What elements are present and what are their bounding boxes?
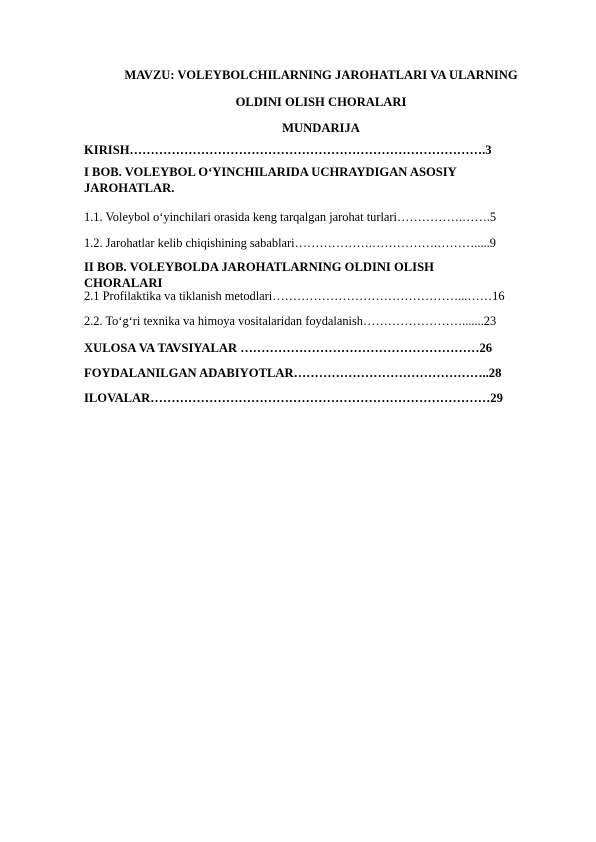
document-title-line-2: OLDINI OLISH CHORALARI xyxy=(235,95,407,109)
toc-chapter-1-line-2: JAROHATLAR. xyxy=(84,181,175,195)
toc-entry-2-2: 2.2. To‘g‘ri texnika va himoya vositalaridan foydalanish…………………….......23 xyxy=(84,314,497,328)
toc-entry-xulosa: XULOSA VA TAVSIYALAR …………………………………………………26 xyxy=(84,341,493,355)
toc-chapter-2 xyxy=(84,259,544,291)
toc-entry-2-1: 2.1 Profilaktika va tiklanish metodlari………………………………………...……16 xyxy=(84,289,505,303)
toc-entry-1-1: 1.1. Voleybol o‘yinchilari orasida keng tarqalgan jarohat turlari…………….…….5 xyxy=(84,210,497,224)
toc-chapter-1-line-1: I BOB. VOLEYBOL O‘YINCHILARIDA UCHRAYDIGAN ASOSIY xyxy=(84,165,457,179)
toc-entry-kirish: KIRISH………………………………………………………………………….3 xyxy=(84,143,492,157)
toc-chapter-1 xyxy=(84,164,544,196)
toc-entry-1-2: 1.2. Jarohatlar kelib chiqishining sabablari……………….…………….……….....9 xyxy=(84,236,496,250)
toc-chapter-2-line-1: II BOB. VOLEYBOLDA JAROHATLARNING OLDINI OLISH xyxy=(84,260,434,274)
toc-entry-foydalanilgan-adabiyotlar: FOYDALANILGAN ADABIYOTLAR………………………………………..28 xyxy=(84,366,502,380)
document-title-line-1: MAVZU: VOLEYBOLCHILARNING JAROHATLARI VA ULARNING xyxy=(124,68,518,82)
toc-chapter-2-line-2: CHORALARI xyxy=(84,276,163,290)
toc-entry-ilovalar: ILOVALAR………………………………………………………………………29 xyxy=(84,391,503,405)
contents-heading: MUNDARIJA xyxy=(282,121,360,135)
